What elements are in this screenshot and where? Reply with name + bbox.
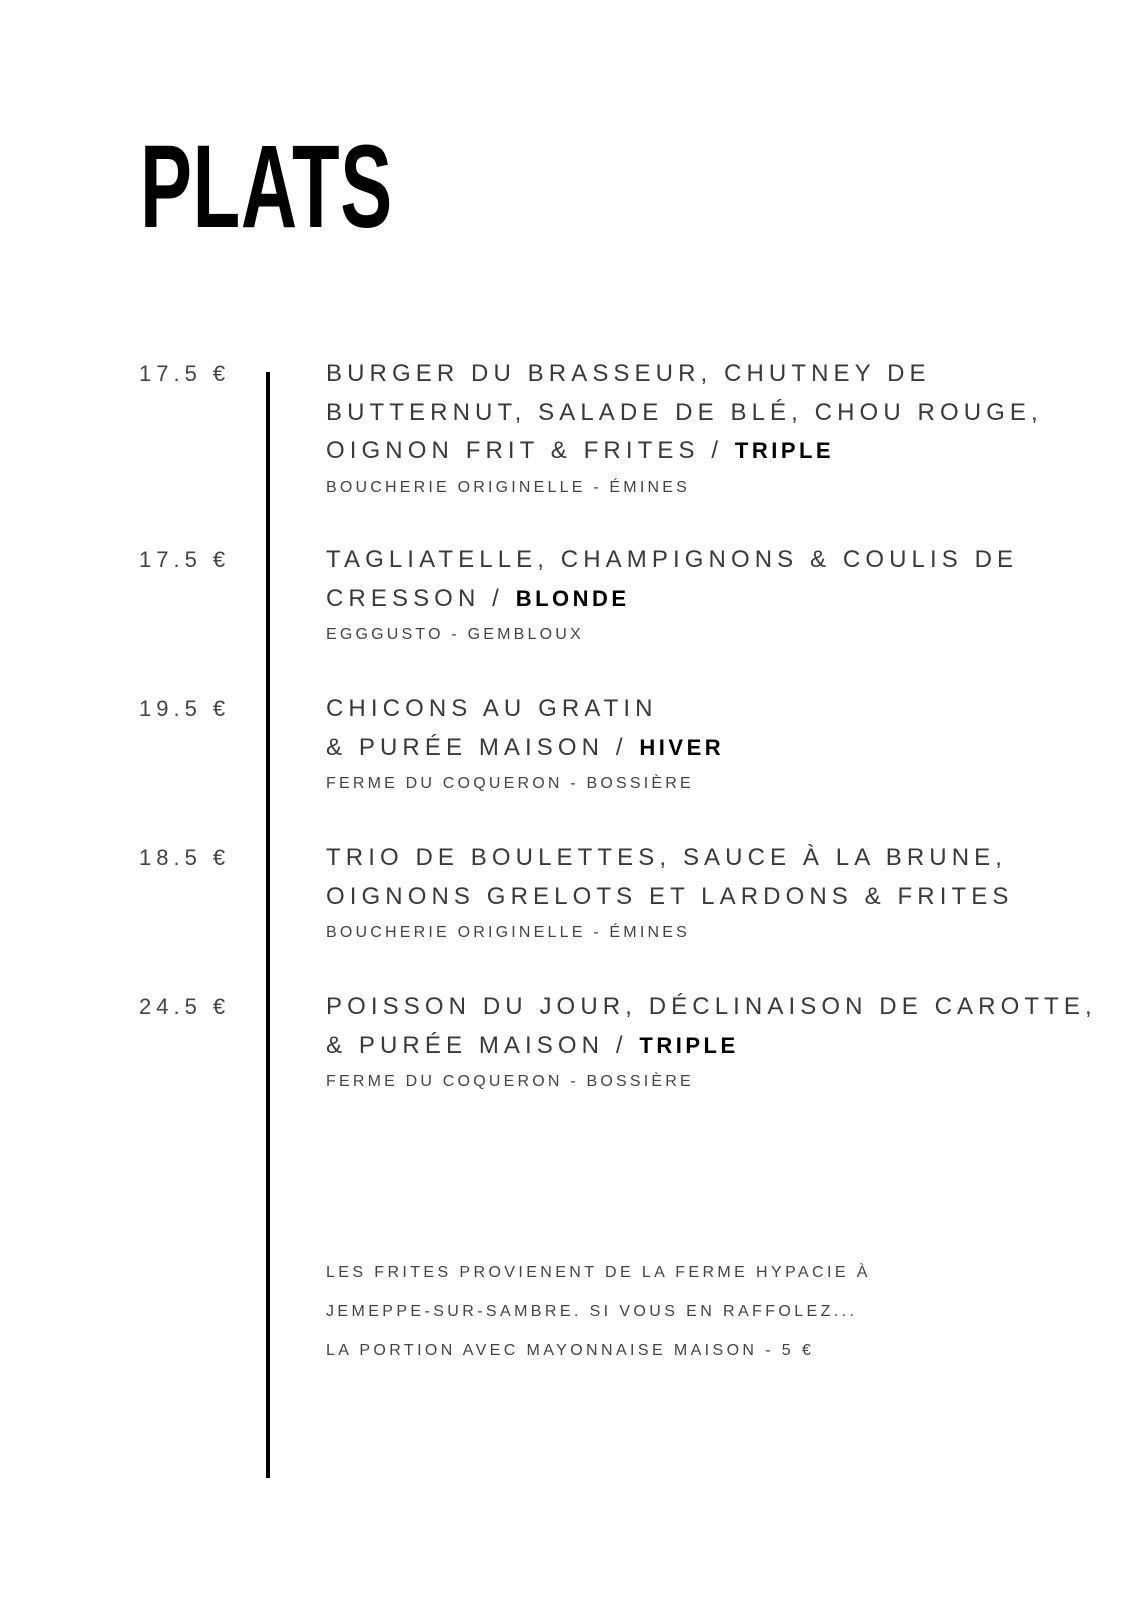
- item-name-line: POISSON DU JOUR, DÉCLINAISON DE CAROTTE,: [326, 993, 1097, 1020]
- item-description: [326, 988, 1126, 1094]
- beer-pairing: HIVER: [639, 734, 725, 760]
- item-source: BOUCHERIE ORIGINELLE - ÉMINES: [326, 924, 690, 941]
- item-name-line: [326, 432, 1126, 471]
- item-source: FERME DU COQUERON - BOSSIÈRE: [326, 775, 694, 792]
- item-name-text: CRESSON /: [326, 584, 516, 612]
- item-description: [326, 839, 1126, 945]
- note-line: LA PORTION AVEC MAYONNAISE MAISON - 5 €: [326, 1342, 815, 1359]
- item-price: 17.5 €: [139, 361, 231, 386]
- item-price: 17.5 €: [139, 547, 231, 572]
- fries-note: [326, 1253, 1086, 1370]
- item-description: [326, 355, 1126, 500]
- beer-pairing: TRIPLE: [639, 1032, 739, 1058]
- page-title: PLATS: [140, 121, 393, 253]
- item-name-line: [326, 729, 1126, 768]
- item-name-line: [326, 580, 1126, 619]
- note-line: LES FRITES PROVIENENT DE LA FERME HYPACIE À: [326, 1264, 871, 1281]
- item-description: [326, 541, 1126, 647]
- item-name-line: OIGNONS GRELOTS ET LARDONS & FRITES: [326, 882, 1014, 910]
- item-source: FERME DU COQUERON - BOSSIÈRE: [326, 1073, 694, 1090]
- item-name-text: OIGNON FRIT & FRITES /: [326, 437, 735, 464]
- item-name-line: [326, 1027, 1126, 1066]
- item-name-text: & PURÉE MAISON /: [326, 1031, 640, 1059]
- item-price: 24.5 €: [139, 994, 231, 1019]
- vertical-divider: [266, 372, 270, 1478]
- item-name-line: TRIO DE BOULETTES, SAUCE À LA BRUNE,: [326, 844, 1008, 871]
- item-name-line: BURGER DU BRASSEUR, CHUTNEY DE: [326, 360, 931, 387]
- item-description: [326, 690, 1126, 796]
- beer-pairing: TRIPLE: [734, 438, 835, 463]
- note-line: JEMEPPE-SUR-SAMBRE. SI VOUS EN RAFFOLEZ...: [326, 1303, 858, 1320]
- item-price: 18.5 €: [139, 845, 231, 870]
- beer-pairing: BLONDE: [515, 585, 630, 611]
- item-source: EGGGUSTO - GEMBLOUX: [326, 626, 584, 643]
- item-price: 19.5 €: [139, 696, 231, 721]
- item-name-line: BUTTERNUT, SALADE DE BLÉ, CHOU ROUGE,: [326, 398, 1043, 426]
- item-name-line: CHICONS AU GRATIN: [326, 695, 658, 722]
- item-name-text: & PURÉE MAISON /: [326, 733, 640, 761]
- item-name-line: TAGLIATELLE, CHAMPIGNONS & COULIS DE: [326, 546, 1019, 573]
- item-source: BOUCHERIE ORIGINELLE - ÉMINES: [326, 478, 690, 496]
